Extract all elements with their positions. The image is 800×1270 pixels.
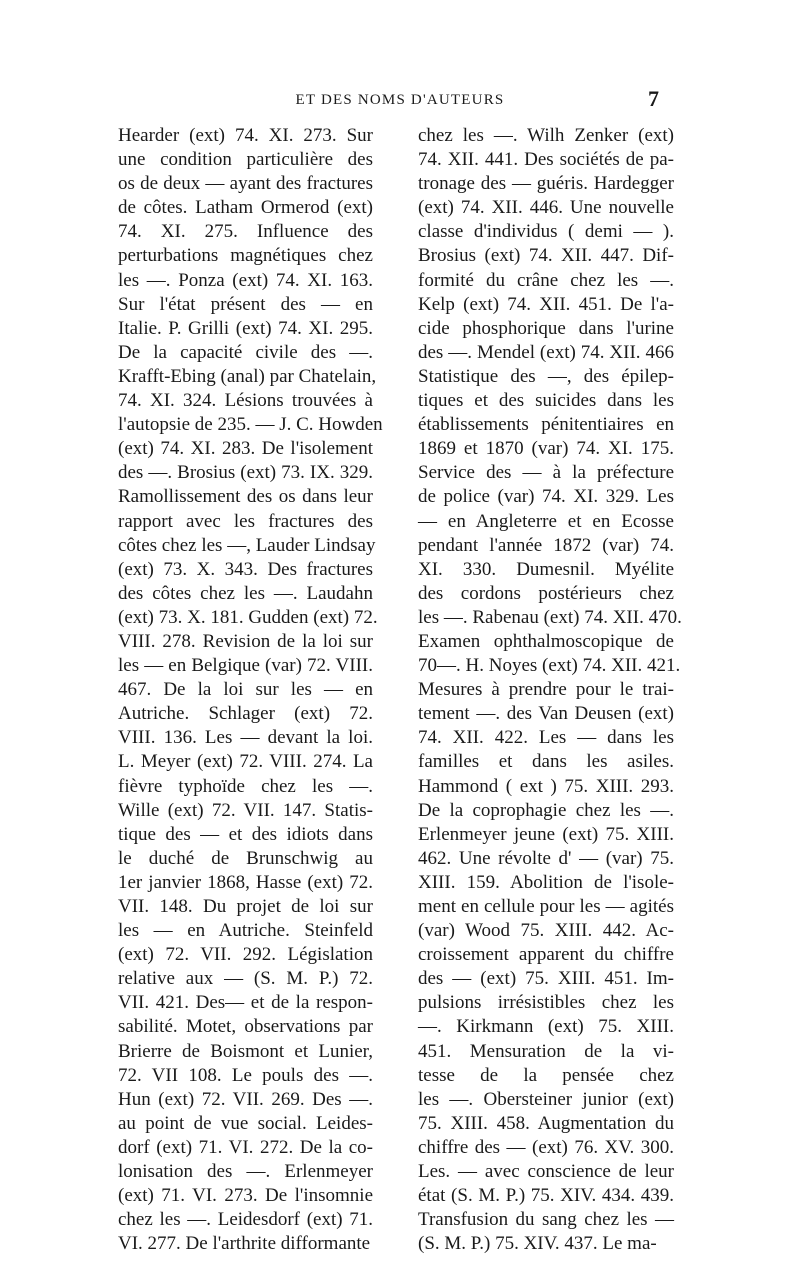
text-line: relative aux — (S. M. P.) 72. xyxy=(118,968,373,990)
text-line: XIII. 159. Abolition de l'isole- xyxy=(418,871,674,893)
text-line: Hammond ( ext ) 75. XIII. 293. xyxy=(418,775,674,797)
text-line: côtes chez les —, Lauder Lindsay xyxy=(118,534,376,556)
text-line: (S. M. P.) 75. XIV. 437. Le ma- xyxy=(418,1233,657,1255)
text-line: Ramollissement des os dans leur xyxy=(118,486,373,508)
text-line: chiffre des — (ext) 76. XV. 300. xyxy=(418,1136,674,1158)
text-line: VII. 421. Des— et de la respon- xyxy=(118,992,373,1014)
text-line: l'autopsie de 235. — J. C. Howden xyxy=(118,414,383,436)
right-column-text xyxy=(418,124,682,1256)
text-line: Erlenmeyer jeune (ext) 75. XIII. xyxy=(418,823,674,845)
text-line: (var) Wood 75. XIII. 442. Ac- xyxy=(418,920,674,942)
text-line: sabilité. Motet, observations par xyxy=(118,1016,373,1038)
text-line: 74. XI. 275. Influence des xyxy=(118,221,373,243)
text-line: 451. Mensuration de la vi- xyxy=(418,1040,674,1062)
text-line: des cordons postérieurs chez xyxy=(418,582,674,604)
text-line: familles et dans les asiles. xyxy=(418,751,674,773)
text-line: état (S. M. P.) 75. XIV. 434. 439. xyxy=(418,1185,674,1207)
text-line: Wille (ext) 72. VII. 147. Statis- xyxy=(118,799,373,821)
page-number: 7 xyxy=(648,86,659,111)
text-line: tronage des — guéris. Hardegger xyxy=(418,173,674,195)
text-line: L. Meyer (ext) 72. VIII. 274. La xyxy=(118,751,373,773)
text-line: VII. 148. Du projet de loi sur xyxy=(118,896,373,917)
text-line: 70—. H. Noyes (ext) 74. XII. 421. xyxy=(418,655,681,677)
text-line: classe d'individus ( demi — ). xyxy=(418,221,674,243)
text-line: les — en Belgique (var) 72. VIII. xyxy=(118,655,373,677)
text-line: pulsions irrésistibles chez les xyxy=(418,992,674,1014)
text-line: le duché de Brunschwig au xyxy=(118,847,373,869)
text-line: les —. Ponza (ext) 74. XI. 163. xyxy=(118,269,373,291)
text-line: Statistique des —, des épilep- xyxy=(418,365,674,387)
text-line: 74. XII. 422. Les — dans les xyxy=(418,727,674,749)
text-line: (ext) 73. X. 343. Des fractures xyxy=(118,558,373,580)
text-line: fièvre typhoïde chez les —. xyxy=(118,775,373,797)
text-line: (ext) 73. X. 181. Gudden (ext) 72. xyxy=(118,606,378,628)
text-line: des côtes chez les —. Laudahn xyxy=(118,582,373,604)
text-line: 1er janvier 1868, Hasse (ext) 72. xyxy=(118,871,373,893)
text-line: pendant l'année 1872 (var) 74. xyxy=(418,534,674,556)
text-line: perturbations magnétiques chez xyxy=(118,245,373,267)
text-line: dorf (ext) 71. VI. 272. De la co- xyxy=(118,1136,373,1158)
text-line: des —. Mendel (ext) 74. XII. 466 xyxy=(418,341,674,363)
text-line: VI. 277. De l'arthrite difformante xyxy=(118,1233,371,1255)
text-line: De la capacité civile des —. xyxy=(118,341,373,363)
text-line: (ext) 74. XI. 283. De l'isolement xyxy=(118,438,373,460)
text-line: lonisation des —. Erlenmeyer xyxy=(118,1161,373,1183)
text-line: VIII. 278. Revision de la loi sur xyxy=(118,630,373,652)
text-line: (ext) 71. VI. 273. De l'insomnie xyxy=(118,1185,373,1207)
text-line: des —. Brosius (ext) 73. IX. 329. xyxy=(118,462,373,484)
text-line: ment en cellule pour les — agités xyxy=(418,896,674,917)
text-line: les — en Autriche. Steinfeld xyxy=(118,920,373,942)
text-line: 75. XIII. 458. Augmentation du xyxy=(418,1112,674,1134)
text-line: 74. XII. 441. Des sociétés de pa- xyxy=(418,149,674,171)
text-line: 72. VII 108. Le pouls des —. xyxy=(118,1064,373,1086)
text-line: Sur l'état présent des — en xyxy=(118,293,373,315)
text-line: Transfusion du sang chez les — xyxy=(418,1209,674,1231)
text-line: (ext) 74. XII. 446. Une nouvelle xyxy=(418,197,674,219)
text-line: tement —. des Van Deusen (ext) xyxy=(418,703,674,725)
text-line: Italie. P. Grilli (ext) 74. XI. 295. xyxy=(118,317,373,339)
text-line: VIII. 136. Les — devant la loi. xyxy=(118,727,373,749)
text-line: des — (ext) 75. XIII. 451. Im- xyxy=(418,968,674,990)
text-line: croissement apparent du chiffre xyxy=(418,944,674,966)
text-line: os de deux — ayant des fractures xyxy=(118,173,373,195)
text-line: Brierre de Boismont et Lunier, xyxy=(118,1040,373,1062)
text-line: Service des — à la préfecture xyxy=(418,462,674,484)
text-line: Mesures à prendre pour le trai- xyxy=(418,679,674,701)
text-line: les —. Obersteiner junior (ext) xyxy=(418,1088,674,1110)
text-line: De la coprophagie chez les —. xyxy=(418,799,674,821)
text-line: (ext) 72. VII. 292. Législation xyxy=(118,944,373,966)
text-line: 462. Une révolte d' — (var) 75. xyxy=(418,847,674,869)
text-line: Kelp (ext) 74. XII. 451. De l'a- xyxy=(418,293,674,315)
text-line: tiques et des suicides dans les xyxy=(418,390,674,412)
text-line: Hun (ext) 72. VII. 269. Des —. xyxy=(118,1088,373,1110)
text-line: établissements pénitentiaires en xyxy=(418,414,674,436)
running-title: ET DES NOMS D'AUTEURS xyxy=(295,92,505,108)
text-line: chez les —. Leidesdorf (ext) 71. xyxy=(118,1209,373,1231)
text-line: Examen ophthalmoscopique de xyxy=(418,630,674,652)
text-line: XI. 330. Dumesnil. Myélite xyxy=(418,558,674,580)
text-line: Brosius (ext) 74. XII. 447. Dif- xyxy=(418,245,674,267)
text-line: 467. De la loi sur les — en xyxy=(118,679,373,701)
text-line: de police (var) 74. XI. 329. Les xyxy=(418,486,674,508)
text-line: au point de vue social. Leides- xyxy=(118,1112,373,1134)
text-line: rapport avec les fractures des xyxy=(118,510,373,532)
text-line: formité du crâne chez les —. xyxy=(418,269,674,291)
left-column-text xyxy=(118,124,383,1256)
text-line: Les. — avec conscience de leur xyxy=(418,1161,674,1183)
text-line: cide phosphorique dans l'urine xyxy=(418,317,674,339)
text-line: Krafft-Ebing (anal) par Chatelain, xyxy=(118,365,377,387)
text-line: tesse de la pensée chez xyxy=(418,1064,674,1086)
text-line: les —. Rabenau (ext) 74. XII. 470. xyxy=(418,606,682,628)
text-line: Autriche. Schlager (ext) 72. xyxy=(118,703,373,725)
text-line: —. Kirkmann (ext) 75. XIII. xyxy=(418,1016,674,1038)
text-line: 74. XI. 324. Lésions trouvées à xyxy=(118,390,373,412)
text-line: chez les —. Wilh Zenker (ext) xyxy=(418,125,674,146)
text-line: 1869 et 1870 (var) 74. XI. 175. xyxy=(418,438,674,460)
text-line: tique des — et des idiots dans xyxy=(118,823,373,845)
text-line: une condition particulière des xyxy=(118,149,373,171)
text-line: de côtes. Latham Ormerod (ext) xyxy=(118,197,373,219)
text-line: — en Angleterre et en Ecosse xyxy=(418,510,674,532)
text-line: Hearder (ext) 74. XI. 273. Sur xyxy=(118,125,373,146)
